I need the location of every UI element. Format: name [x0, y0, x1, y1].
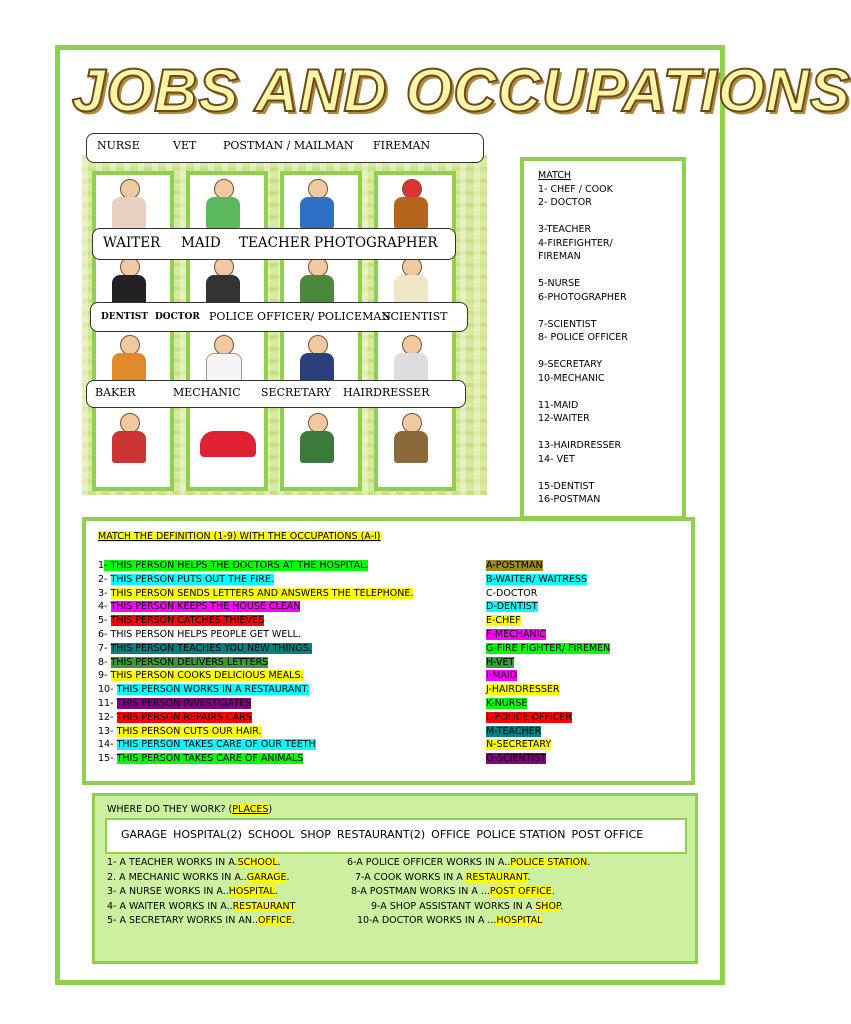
vet-figure [200, 179, 246, 231]
name-label: VET [173, 139, 197, 152]
option-item: G-FIRE FIGHTER/ FIREMEN [486, 642, 611, 654]
definition-item: 3- THIS PERSON SENDS LETTERS AND ANSWERS THE TELEPHONE. [98, 587, 414, 599]
place-sentence: 3- A NURSE WORKS IN A..HOSPITAL. [107, 886, 278, 897]
baker-figure [106, 413, 152, 465]
place-word: GARAGE [121, 828, 168, 841]
option-item: H-VET [486, 656, 515, 668]
place-word: SCHOOL [247, 828, 295, 841]
match-item: 15-DENTIST [538, 480, 595, 492]
hairdresser-figure [388, 413, 434, 465]
place-sentence: 4- A WAITER WORKS IN A..RESTAURANT [107, 900, 296, 912]
match-item: 14- VET [538, 453, 575, 465]
definition-item: 15- THIS PERSON TAKES CARE OF ANIMALS [98, 753, 304, 765]
definition-item: 6- THIS PERSON HELPS PEOPLE GET WELL. [98, 628, 301, 640]
place-word: POST OFFICE [571, 828, 644, 841]
option-item: J-HAIRDRESSER [486, 684, 560, 696]
places-sentences-left [107, 856, 295, 929]
match-item: 13-HAIRDRESSER [538, 440, 622, 451]
name-label: TEACHER PHOTOGRAPHER [239, 235, 438, 251]
page-title: JOBS AND OCCUPATIONS [72, 57, 851, 124]
name-bar-3 [90, 302, 468, 332]
definition-item: 5- THIS PERSON CATCHES THIEVES [98, 615, 265, 627]
name-label: SECRETARY [261, 386, 332, 399]
name-label: NURSE [97, 139, 140, 152]
match-box [520, 157, 686, 520]
name-label: MAID [181, 235, 221, 251]
definition-item: 13- THIS PERSON CUTS OUR HAIR. [98, 725, 262, 737]
option-item: E-CHEF [486, 615, 521, 627]
nurse-figure [106, 179, 152, 231]
option-item: I-MAID [486, 670, 518, 682]
option-item: K-NURSE [486, 697, 528, 709]
match-item: 16-POSTMAN [538, 494, 601, 505]
definition-item: 1- THIS PERSON HELPS THE DOCTORS AT THE HOSPITAL. [98, 560, 369, 571]
definition-item: 4- THIS PERSON KEEPS THE HOUSE CLEAN [98, 601, 301, 613]
name-label: POSTMAN / MAILMAN [223, 139, 354, 152]
definition-item: 2- THIS PERSON PUTS OUT THE FIRE. [98, 573, 274, 585]
name-label: DOCTOR [155, 312, 200, 322]
place-word: SHOP [300, 828, 331, 841]
option-item: D-DENTIST [486, 601, 538, 613]
name-label: FIREMAN [373, 139, 431, 152]
option-item: F-MECHANIC [486, 628, 546, 640]
match-heading: MATCH [538, 170, 571, 181]
mechanic-figure [200, 417, 256, 469]
match-item: FIREMAN [538, 251, 581, 262]
match-item: 6-PHOTOGRAPHER [538, 291, 627, 303]
option-item: A-POSTMAN [486, 560, 543, 571]
option-item: O-SCIENTIST [486, 753, 547, 765]
name-label: POLICE OFFICER/ POLICEMAN [209, 310, 391, 323]
secretary-figure [294, 413, 340, 465]
option-item: N-SECRETARY [486, 739, 552, 751]
place-sentence: 2. A MECHANIC WORKS IN A..GARAGE. [107, 871, 290, 883]
option-item: M-TEACHER [486, 725, 542, 737]
name-label: DENTIST [101, 312, 148, 322]
match-item: 9-SECRETARY [538, 359, 603, 370]
name-label: WAITER [103, 235, 161, 251]
definition-item: 14- THIS PERSON TAKES CARE OF OUR TEETH [98, 739, 316, 751]
name-label: BAKER [95, 386, 136, 399]
match-item: 8- POLICE OFFICER [538, 332, 628, 343]
place-sentence: 1- A TEACHER WORKS IN A.SCHOOL. [107, 857, 281, 868]
places-sentences-right [347, 856, 590, 929]
definition-item: 7- THIS PERSON TEACHES YOU NEW THINGS. [98, 642, 312, 654]
place-sentence: 9-A SHOP ASSISTANT WORKS IN A SHOP. [371, 900, 564, 912]
match-item: 3-TEACHER [538, 224, 592, 235]
match-item: 1- CHEF / COOK [538, 183, 613, 195]
place-word: POLICE STATION [476, 828, 566, 841]
name-bar-2 [92, 228, 456, 260]
name-label: MECHANIC [173, 386, 241, 399]
match-item: 2- DOCTOR [538, 197, 592, 208]
option-item: C-DOCTOR [486, 587, 538, 599]
place-word: OFFICE [431, 828, 471, 841]
definitions-heading: MATCH THE DEFINITION (1-9) WITH THE OCCUPATIONS (A-I) [98, 531, 381, 542]
places-word-bank [105, 818, 687, 854]
option-item: B-WAITER/ WAITRESS [486, 573, 588, 585]
name-bar-4 [86, 380, 466, 408]
match-item: 11-MAID [538, 399, 579, 411]
match-item: 5-NURSE [538, 278, 581, 289]
name-bar-1 [86, 133, 484, 163]
definition-item: 12- THIS PERSON REPAIRS CARS [98, 711, 252, 723]
places-box [92, 793, 698, 964]
definitions-box [82, 517, 695, 785]
match-item: 7-SCIENTIST [538, 318, 597, 330]
place-sentence: 8-A POSTMAN WORKS IN A ...POST OFFICE. [351, 886, 555, 897]
definition-item: 10- THIS PERSON WORKS IN A RESTAURANT. [98, 684, 310, 696]
match-item: 4-FIREFIGHTER/ [538, 237, 613, 249]
options-list [486, 559, 610, 766]
place-sentence: 7-A COOK WORKS IN A RESTAURANT. [355, 871, 531, 883]
definition-item: 11- THIS PERSON INVESTIGATES [98, 697, 252, 709]
place-word: RESTAURANT(2) [336, 828, 426, 841]
place-word: HOSPITAL(2) [173, 828, 242, 841]
postman-figure [294, 179, 340, 231]
definition-item: 8- THIS PERSON DELIVERS LETTERS [98, 656, 269, 668]
fireman-figure [388, 179, 434, 231]
place-sentence: 10-A DOCTOR WORKS IN A ...HOSPITAL [357, 915, 543, 926]
match-item: 10-MECHANIC [538, 372, 605, 384]
place-sentence: 5- A SECRETARY WORKS IN AN..OFFICE. [107, 915, 295, 926]
option-item: L-POLICE OFFICER [486, 711, 572, 723]
places-heading: WHERE DO THEY WORK? (PLACES) [107, 804, 273, 815]
match-item: 12-WAITER [538, 413, 590, 424]
definition-item: 9- THIS PERSON COOKS DELICIOUS MEALS. [98, 670, 304, 682]
definitions-list [98, 559, 413, 766]
place-sentence: 6-A POLICE OFFICER WORKS IN A..POLICE STATION. [347, 857, 591, 868]
name-label: SCIENTIST [383, 310, 448, 323]
name-label: HAIRDRESSER [343, 386, 430, 399]
